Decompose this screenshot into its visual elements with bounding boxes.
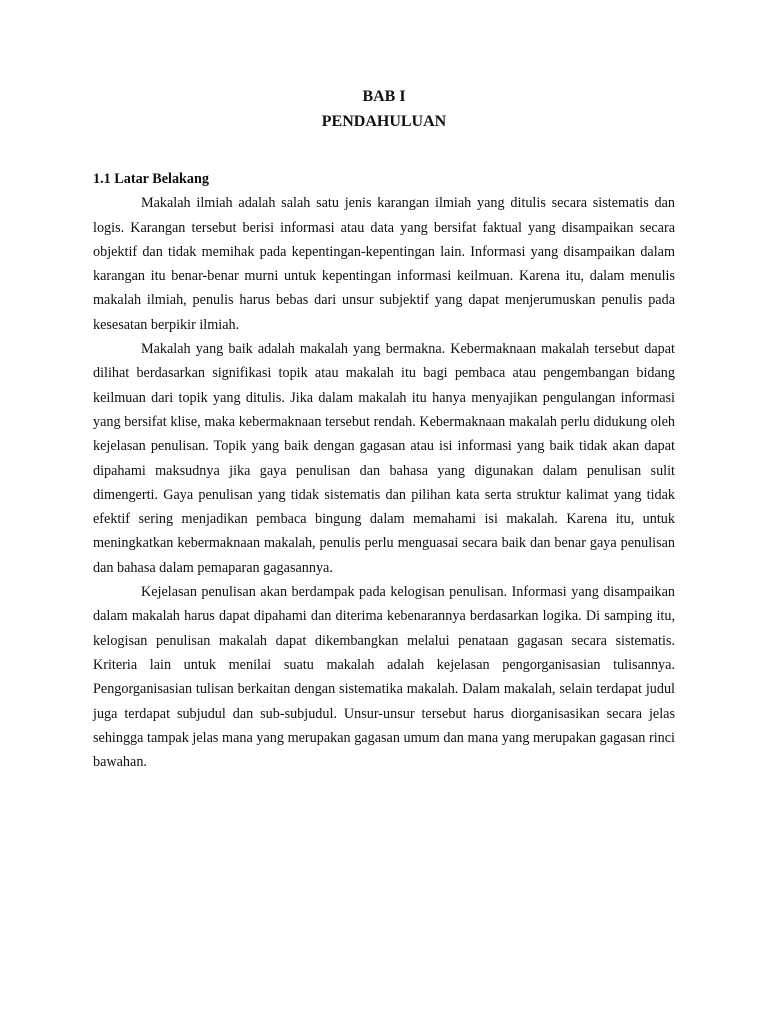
chapter-title: PENDAHULUAN	[321, 113, 447, 130]
section-heading: 1.1 Latar Belakang	[93, 171, 210, 187]
body-paragraph: Makalah ilmiah adalah salah satu jenis karangan ilmiah yang ditulis secara sistematis dan logis. Karangan tersebut berisi informasi atau data yang bersifat faktual yang disampaikan secara objektif dan tidak memihak pada kepentingan-kepentingan lain. Informasi yang disampaikan dalam karangan itu benar-benar murni untuk kepentingan informasi keilmuan. Karena itu, dalam menulis makalah ilmiah, penulis harus bebas dari unsur subjektif yang dapat menjerumuskan penulis pada kesesatan berpikir ilmiah.	[93, 195, 675, 333]
chapter-number: BAB I	[362, 88, 406, 105]
body-paragraph: Kejelasan penulisan akan berdampak pada kelogisan penulisan. Informasi yang disampaikan dalam makalah harus dapat dipahami dan diterima kebenarannya berdasarkan logika. Di samping itu, kelogisan penulisan makalah dapat dikembangkan melalui penataan gagasan secara sistematis. Kriteria lain untuk menilai suatu makalah adalah kejelasan pengorganisasian tulisannya. Pengorganisasian tulisan berkaitan dengan sistematika makalah. Dalam makalah, selain terdapat judul juga terdapat subjudul dan sub-subjudul. Unsur-unsur tersebut harus diorganisasikan secara jelas sehingga tampak jelas mana yang merupakan gagasan umum dan mana yang merupakan gagasan rinci bawahan.	[93, 584, 675, 771]
document-body	[93, 167, 675, 774]
chapter-heading	[0, 84, 768, 134]
body-paragraph: Makalah yang baik adalah makalah yang bermakna. Kebermaknaan makalah tersebut dapat dilihat berdasarkan signifikasi topik atau makalah itu bagi pembaca atau pengembangan bidang keilmuan dari topik yang ditulis. Jika dalam makalah itu hanya menyajikan pengulangan informasi yang bersifat klise, maka kebermaknaan tersebut rendah. Kebermaknaan makalah perlu didukung oleh kejelasan penulisan. Topik yang baik dengan gagasan atau isi informasi yang baik tidak akan dapat dipahami maksudnya jika gaya penulisan dan bahasa yang digunakan dalam penulisan sulit dimengerti. Gaya penulisan yang tidak sistematis dan pilihan kata serta struktur kalimat yang tidak efektif sering menjadikan pembaca bingung dalam memahami isi makalah. Karena itu, untuk meningkatkan kebermaknaan makalah, penulis perlu menguasai secara baik dan benar gaya penulisan dan bahasa dalam pemaparan gagasannya.	[93, 341, 675, 576]
